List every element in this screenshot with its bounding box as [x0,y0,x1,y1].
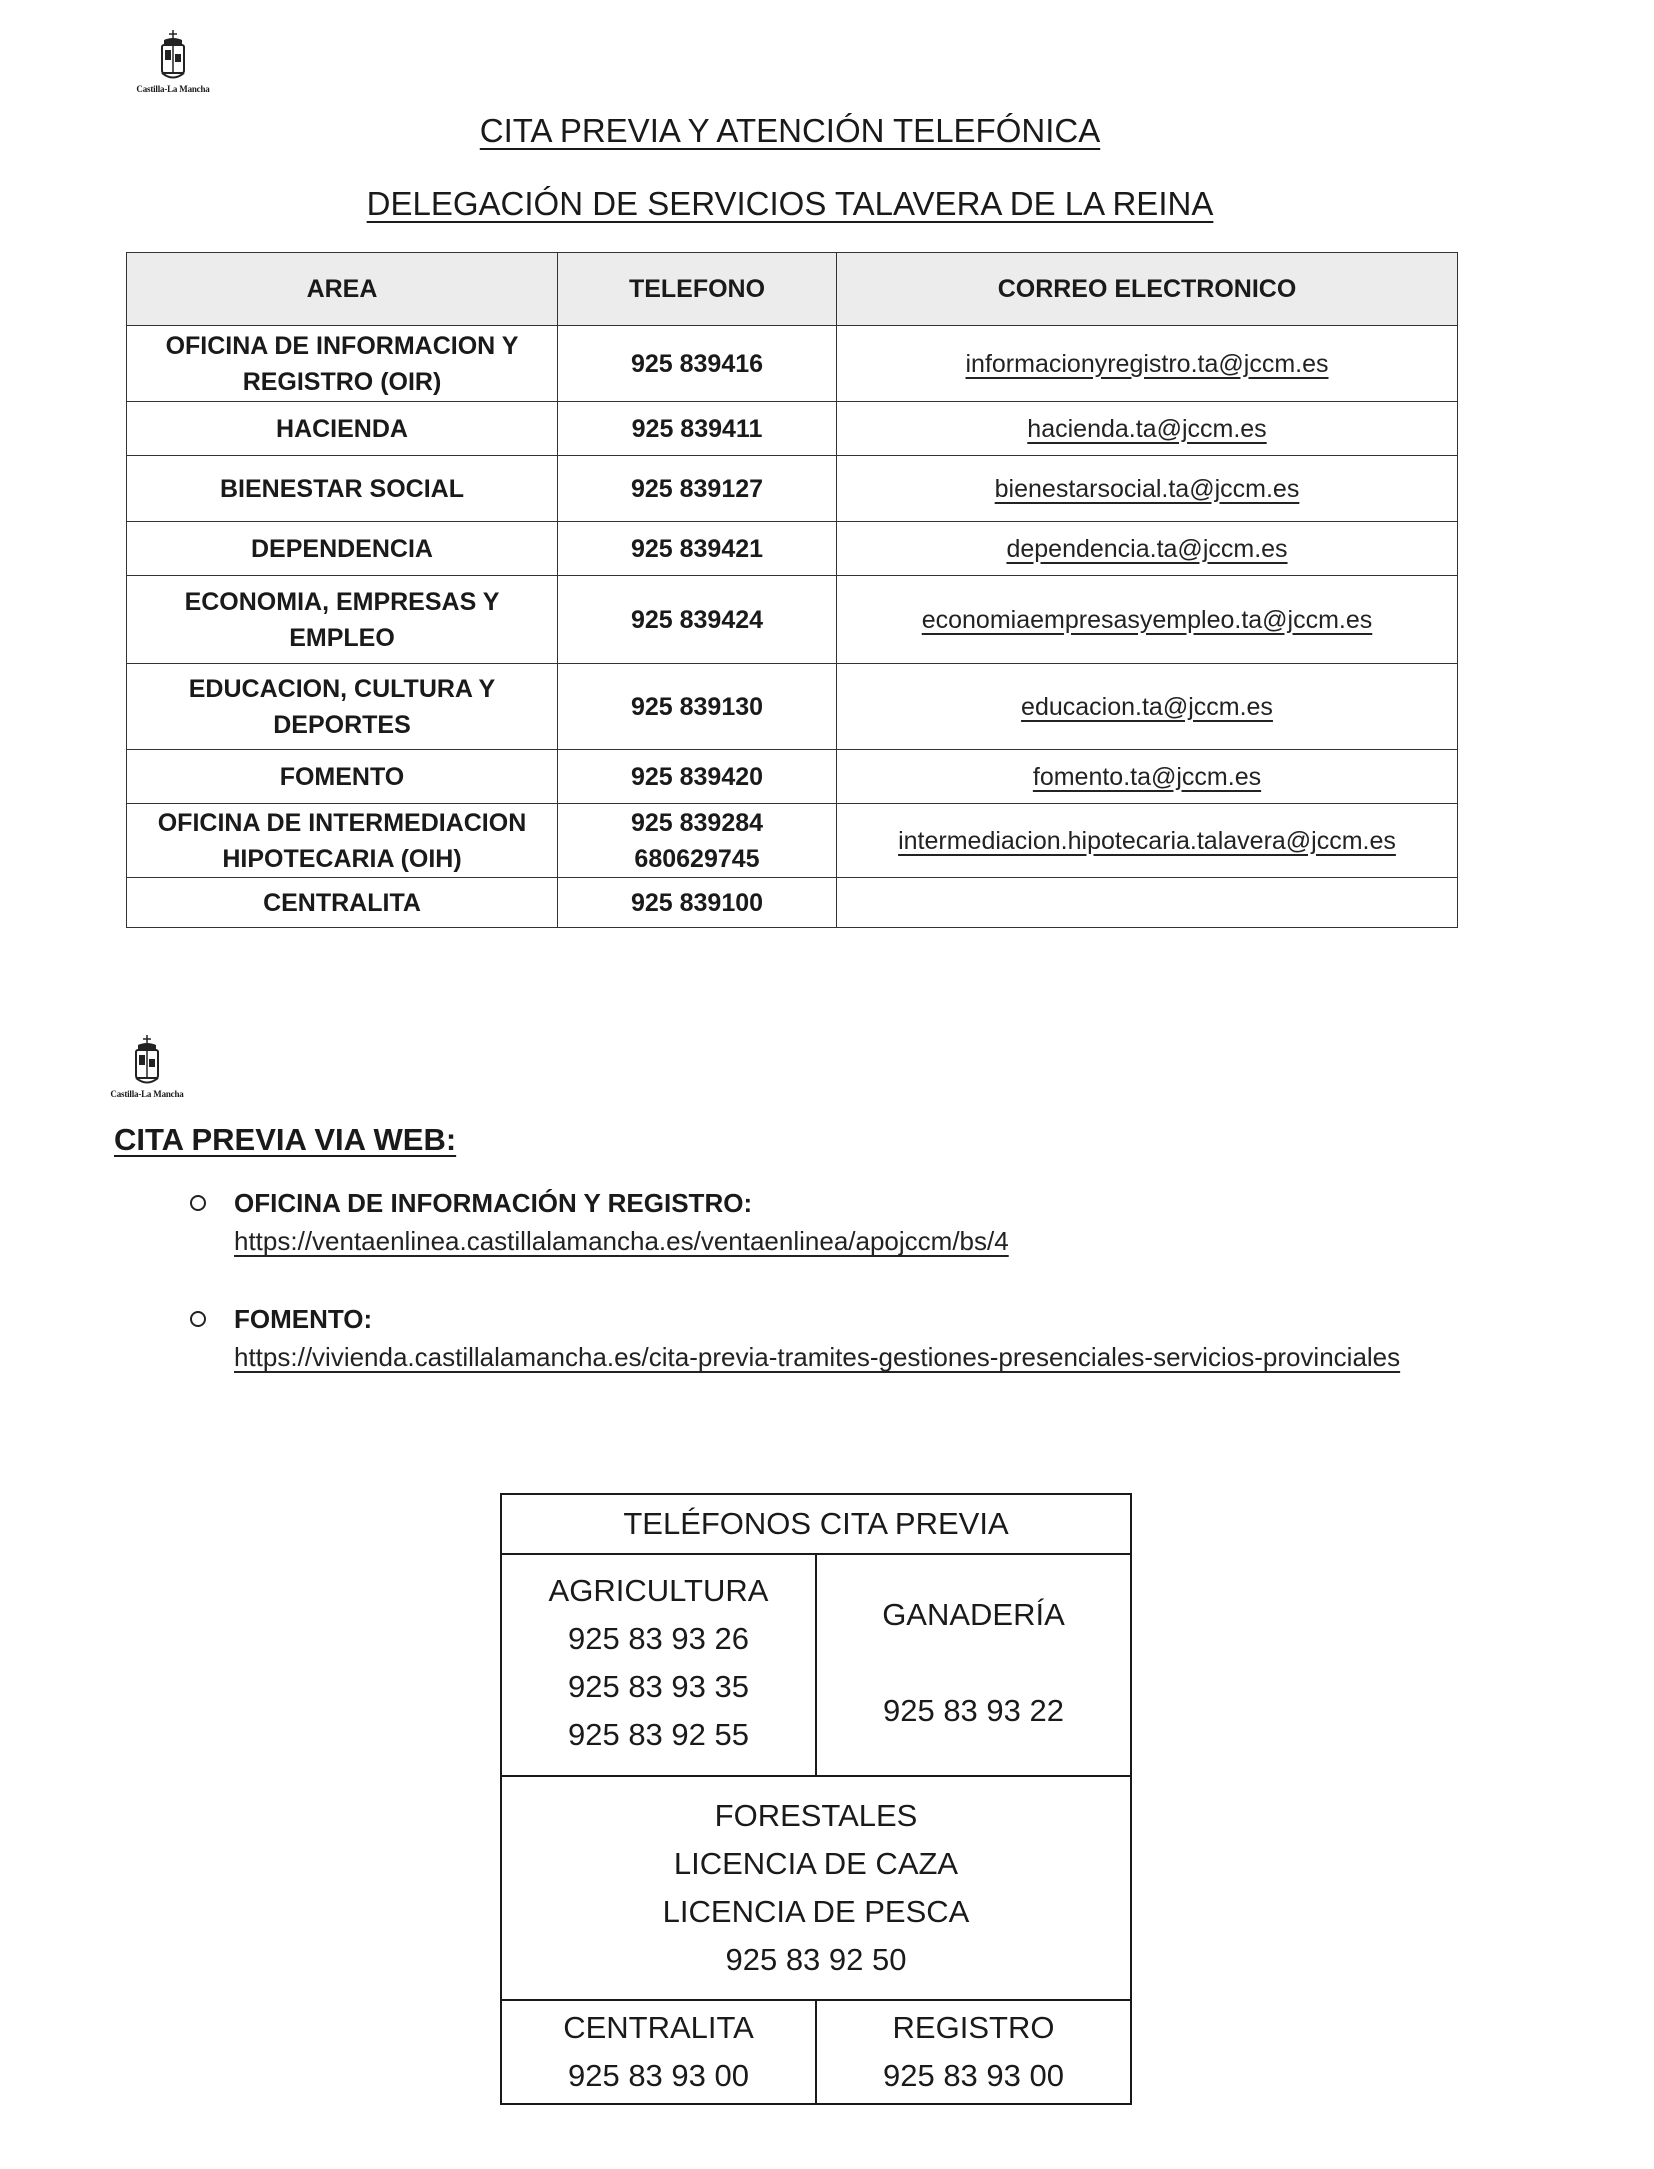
table-row [127,522,1458,576]
list-item [190,1185,1590,1261]
registro-label: REGISTRO [892,2010,1055,2045]
castilla-la-mancha-logo [92,1035,202,1099]
table-row [501,1776,1131,2000]
email-link[interactable]: fomento.ta@jccm.es [837,750,1458,804]
agricultura-label: AGRICULTURA [548,1573,769,1608]
phone-cell: 925 839421 [558,522,837,576]
phone-secondary: 680629745 [634,844,760,873]
email-link[interactable]: intermediacion.hipotecaria.talavera@jccm.es [837,804,1458,878]
area-cell: CENTRALITA [127,878,558,928]
registro-phone: 925 83 93 00 [882,2058,1064,2093]
web-list [190,1185,1590,1417]
castilla-la-mancha-logo [118,30,228,94]
agricultura-cell [501,1554,816,1776]
phone-cell: 925 839424 [558,576,837,664]
list-item [190,1301,1590,1377]
email-link[interactable]: dependencia.ta@jccm.es [837,522,1458,576]
page-title: CITA PREVIA Y ATENCIÓN TELEFÓNICA [479,112,1101,149]
header-telefono: TELEFONO [558,253,837,326]
web-link[interactable]: https://ventaenlinea.castillalamancha.es/ventaenlinea/apojccm/bs/4 [234,1226,1009,1256]
email-link[interactable]: bienestarsocial.ta@jccm.es [837,456,1458,522]
ganaderia-label: GANADERÍA [882,1597,1065,1632]
agricultura-phone-3: 925 83 92 55 [567,1717,749,1752]
table-row [127,456,1458,522]
web-link[interactable]: https://vivienda.castillalamancha.es/cita-previa-tramites-gestiones-presenciales-servicios-provinciales [234,1342,1401,1372]
circle-bullet-icon [190,1195,206,1211]
table-row [501,1554,1131,1776]
table-row [127,402,1458,456]
email-link[interactable]: informacionyregistro.ta@jccm.es [837,326,1458,402]
table-row [127,750,1458,804]
centralita-label: CENTRALITA [563,2010,754,2045]
table-row [127,664,1458,750]
phone-cell: 925 839411 [558,402,837,456]
contacts-table [126,252,1458,928]
item-label: OFICINA DE INFORMACIÓN Y REGISTRO: [234,1188,753,1218]
licencia-caza-label: LICENCIA DE CAZA [673,1846,959,1881]
cita-previa-table [500,1493,1132,2105]
area-cell: ECONOMIA, EMPRESAS Y EMPLEO [127,576,558,664]
page-subtitle: DELEGACIÓN DE SERVICIOS TALAVERA DE LA REINA [366,185,1214,222]
table-header-row [501,1494,1131,1554]
area-cell: EDUCACION, CULTURA Y DEPORTES [127,664,558,750]
phone-cell [558,804,837,878]
email-link[interactable]: hacienda.ta@jccm.es [837,402,1458,456]
phone-cell: 925 839416 [558,326,837,402]
phone-primary: 925 839284 [630,808,764,837]
centralita-cell [501,2000,816,2104]
forestales-cell [501,1776,1131,2000]
ganaderia-cell [816,1554,1131,1776]
table-row [127,804,1458,878]
area-cell: BIENESTAR SOCIAL [127,456,558,522]
forestales-label: FORESTALES [714,1798,918,1833]
area-cell: DEPENDENCIA [127,522,558,576]
area-cell: HACIENDA [127,402,558,456]
item-label: FOMENTO: [234,1304,373,1334]
forestales-phone: 925 83 92 50 [725,1942,907,1977]
area-cell: FOMENTO [127,750,558,804]
logo-text: Castilla-La Mancha [136,84,210,94]
registro-cell [816,2000,1131,2104]
header-correo: CORREO ELECTRONICO [837,253,1458,326]
email-link[interactable]: economiaempresasyempleo.ta@jccm.es [837,576,1458,664]
table-row [127,878,1458,928]
header-area: AREA [127,253,558,326]
table-row [127,576,1458,664]
area-cell: OFICINA DE INTERMEDIACION HIPOTECARIA (OIH) [127,804,558,878]
table-header-row [127,253,1458,326]
circle-bullet-icon [190,1311,206,1327]
agricultura-phone-1: 925 83 93 26 [567,1621,749,1656]
coat-of-arms-icon [158,30,188,82]
licencia-pesca-label: LICENCIA DE PESCA [662,1894,970,1929]
web-heading: CITA PREVIA VIA WEB: [114,1122,457,1157]
phone-cell: 925 839127 [558,456,837,522]
email-link[interactable]: educacion.ta@jccm.es [837,664,1458,750]
ganaderia-phone: 925 83 93 22 [882,1693,1064,1728]
coat-of-arms-icon [132,1035,162,1087]
phone-cell: 925 839420 [558,750,837,804]
agricultura-phone-2: 925 83 93 35 [567,1669,749,1704]
phone-cell: 925 839100 [558,878,837,928]
cita-table-header: TELÉFONOS CITA PREVIA [501,1494,1131,1554]
logo-text: Castilla-La Mancha [110,1089,184,1099]
phone-cell: 925 839130 [558,664,837,750]
table-row [501,2000,1131,2104]
email-cell-empty [837,878,1458,928]
table-row [127,326,1458,402]
area-cell: OFICINA DE INFORMACION Y REGISTRO (OIR) [127,326,558,402]
centralita-phone: 925 83 93 00 [567,2058,749,2093]
